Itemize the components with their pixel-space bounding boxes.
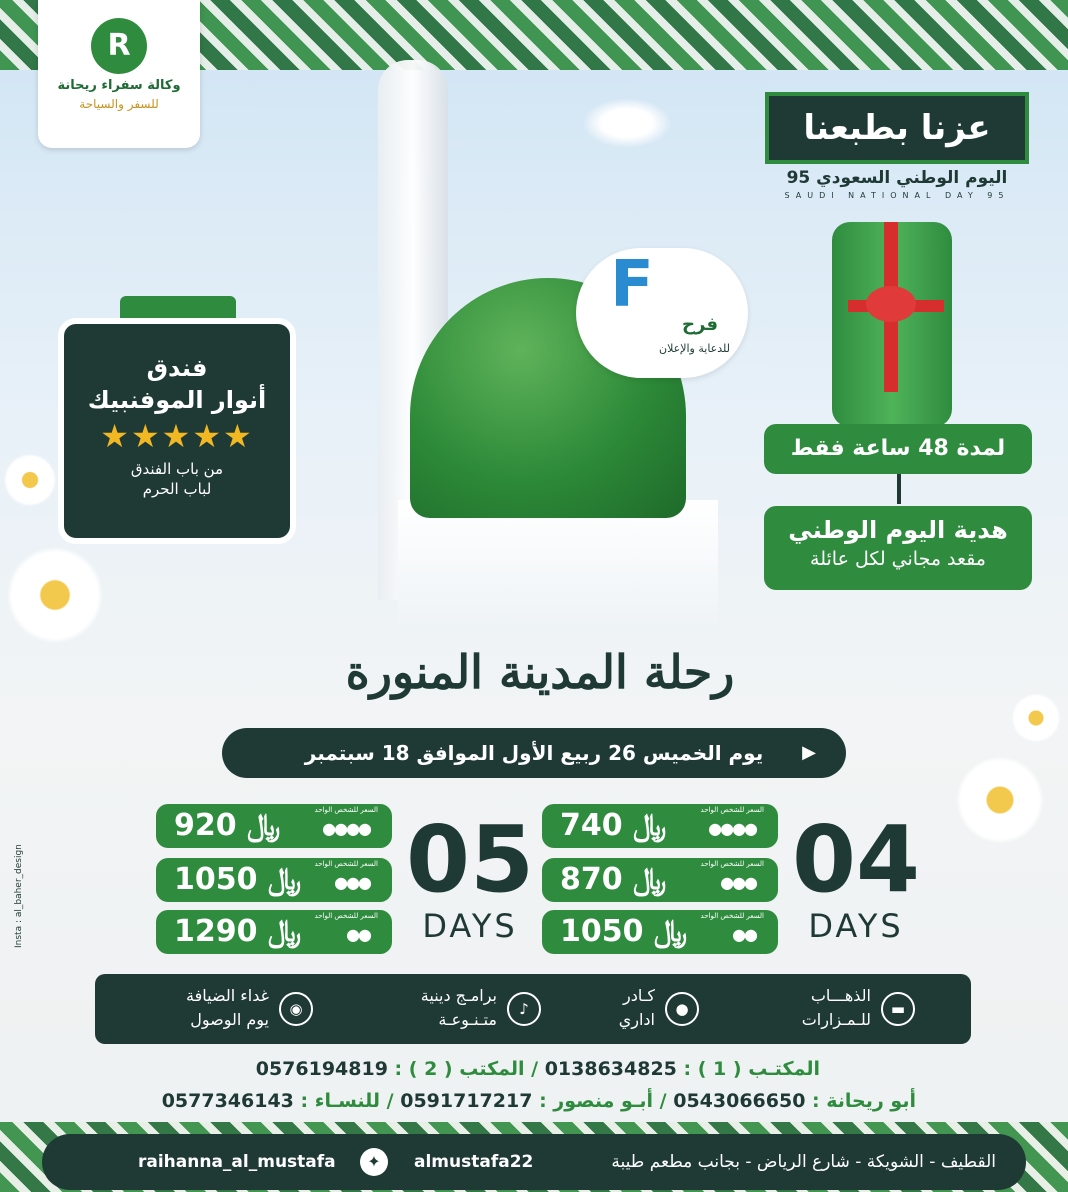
flower-icon [1008, 690, 1064, 746]
price-value: ﷼ 1050 [174, 862, 302, 897]
trip-title: رحلة المدينة المنورة [345, 645, 735, 699]
flower-icon [0, 450, 60, 510]
price-label: السعر للشخص الواحد [314, 912, 378, 920]
price-value: ﷼ 740 [560, 808, 667, 843]
flower-icon [950, 750, 1050, 850]
women-phone[interactable]: 0577346143 [161, 1090, 294, 1112]
gift-pill [764, 506, 1032, 590]
feature-line-2: اداري [618, 1010, 655, 1029]
gift-subtitle: مقعد مجاني لكل عائلة [810, 548, 986, 570]
gift-title: هدية اليوم الوطني [788, 516, 1008, 544]
play-arrow-icon: ▶ [802, 742, 816, 763]
feature-line-1: غداء الضيافة [186, 986, 269, 1005]
footer-bar [42, 1134, 1026, 1190]
price-label: السعر للشخص الواحد [314, 860, 378, 868]
bow-icon [866, 286, 916, 322]
agency-name: وكالة سفراء ريحانة [57, 78, 181, 93]
address: القطيف - الشويكة - شارع الرياض - بجانب مطعم طيبة [611, 1152, 996, 1172]
office-2-label: / المكتب ( 2 ) : [394, 1058, 539, 1080]
price-value: ﷼ 920 [174, 808, 281, 843]
price-label: السعر للشخص الواحد [700, 806, 764, 814]
flower-icon [0, 540, 110, 650]
days-number: 04 [791, 806, 921, 913]
days-number: 05 [405, 806, 535, 913]
group-3-icon: ●●● [720, 873, 756, 892]
feature-item [569, 984, 699, 1036]
office-1-label: المكتـب ( 1 ) : [683, 1058, 820, 1080]
price-pill [156, 804, 392, 848]
women-label: / للنسـاء : [300, 1090, 394, 1112]
package-4-days [790, 806, 922, 945]
price-pill [542, 858, 778, 902]
price-pill [542, 910, 778, 954]
abu-rayhana-phone[interactable]: 0543066650 [673, 1090, 806, 1112]
abu-rayhana-label: أبو ريحانة : [812, 1090, 916, 1112]
group-4-icon: ●●●● [708, 819, 756, 838]
contact-row-persons [162, 1090, 916, 1112]
price-value: ﷼ 1290 [174, 914, 302, 949]
star-rating-icon: ★★★★★ [100, 417, 254, 455]
group-2-icon: ●● [346, 925, 370, 944]
national-day-title: اليوم الوطني السعودي 95 [786, 168, 1008, 188]
group-4-icon: ●●●● [322, 819, 370, 838]
snapchat-icon: ✦ [360, 1148, 388, 1176]
trip-date: يوم الخميس 26 ربيع الأول الموافق 18 سبتمبر [304, 741, 764, 765]
office-2-phone[interactable]: 0576194819 [255, 1058, 388, 1080]
contact-row-offices [256, 1058, 820, 1080]
group-3-icon: ●●● [334, 873, 370, 892]
feature-line-2: للـمـزارات [801, 1010, 871, 1029]
sponsor-f-icon: F [610, 248, 654, 322]
agency-logo-icon: R [91, 18, 147, 74]
price-value: ﷼ 870 [560, 862, 667, 897]
feature-line-2: يوم الوصول [190, 1010, 269, 1029]
mosque-base-illustration [398, 500, 718, 630]
hotel-note-1: من باب الفندق [130, 460, 224, 478]
days-label: DAYS [808, 907, 904, 945]
feature-item [153, 984, 313, 1036]
price-pill [156, 910, 392, 954]
price-label: السعر للشخص الواحد [700, 912, 764, 920]
features-bar [95, 974, 971, 1044]
gift-duration-pill: لمدة 48 ساعة فقط [764, 424, 1032, 474]
person-icon: ● [665, 992, 699, 1026]
price-pill [542, 804, 778, 848]
national-day-badge [762, 92, 1032, 208]
national-day-slogan: عزنا بطبعنا [765, 92, 1029, 164]
connector-line [897, 474, 901, 504]
feature-line-2: متـنـوعـة [438, 1010, 497, 1029]
dish-icon: ◉ [279, 992, 313, 1026]
bus-icon: ▬ [881, 992, 915, 1026]
feature-line-1: الذهـــاب [810, 986, 871, 1005]
sponsor-name: فرح [682, 314, 718, 335]
feature-line-1: كـادر [622, 986, 655, 1005]
feature-item [745, 984, 915, 1036]
hotel-note-2: لباب الحرم [142, 480, 212, 498]
hotel-label: فندق [146, 354, 208, 382]
price-label: السعر للشخص الواحد [314, 806, 378, 814]
price-value: ﷼ 1050 [560, 914, 688, 949]
designer-credit: Insta : al_baher_design [14, 844, 24, 948]
national-day-subtitle: SAUDI NATIONAL DAY 95 [784, 191, 1010, 200]
package-5-days [404, 806, 536, 945]
feature-item [371, 984, 541, 1036]
agency-logo [38, 0, 200, 148]
price-pill [156, 858, 392, 902]
trip-date-bar [222, 728, 846, 778]
office-1-phone[interactable]: 0138634825 [544, 1058, 677, 1080]
abu-mansour-label: / أبـو منصور : [539, 1090, 667, 1112]
social-handle-snapchat[interactable]: almustafa22 [414, 1152, 534, 1172]
sponsor-logo [576, 248, 748, 378]
price-label: السعر للشخص الواحد [700, 860, 764, 868]
microphone-icon: ♪ [507, 992, 541, 1026]
sponsor-tagline: للدعاية والإعلان [659, 342, 730, 355]
dove-icon [582, 98, 672, 148]
abu-mansour-phone[interactable]: 0591717217 [400, 1090, 533, 1112]
feature-line-1: برامـج دينية [420, 986, 497, 1005]
group-2-icon: ●● [732, 925, 756, 944]
social-handle-instagram[interactable]: raihanna_al_mustafa [138, 1152, 336, 1172]
agency-tagline: للسفر والسياحة [79, 97, 159, 111]
days-label: DAYS [422, 907, 518, 945]
hotel-name: أنوار الموفنبيك [87, 386, 267, 414]
hotel-card [58, 318, 296, 544]
